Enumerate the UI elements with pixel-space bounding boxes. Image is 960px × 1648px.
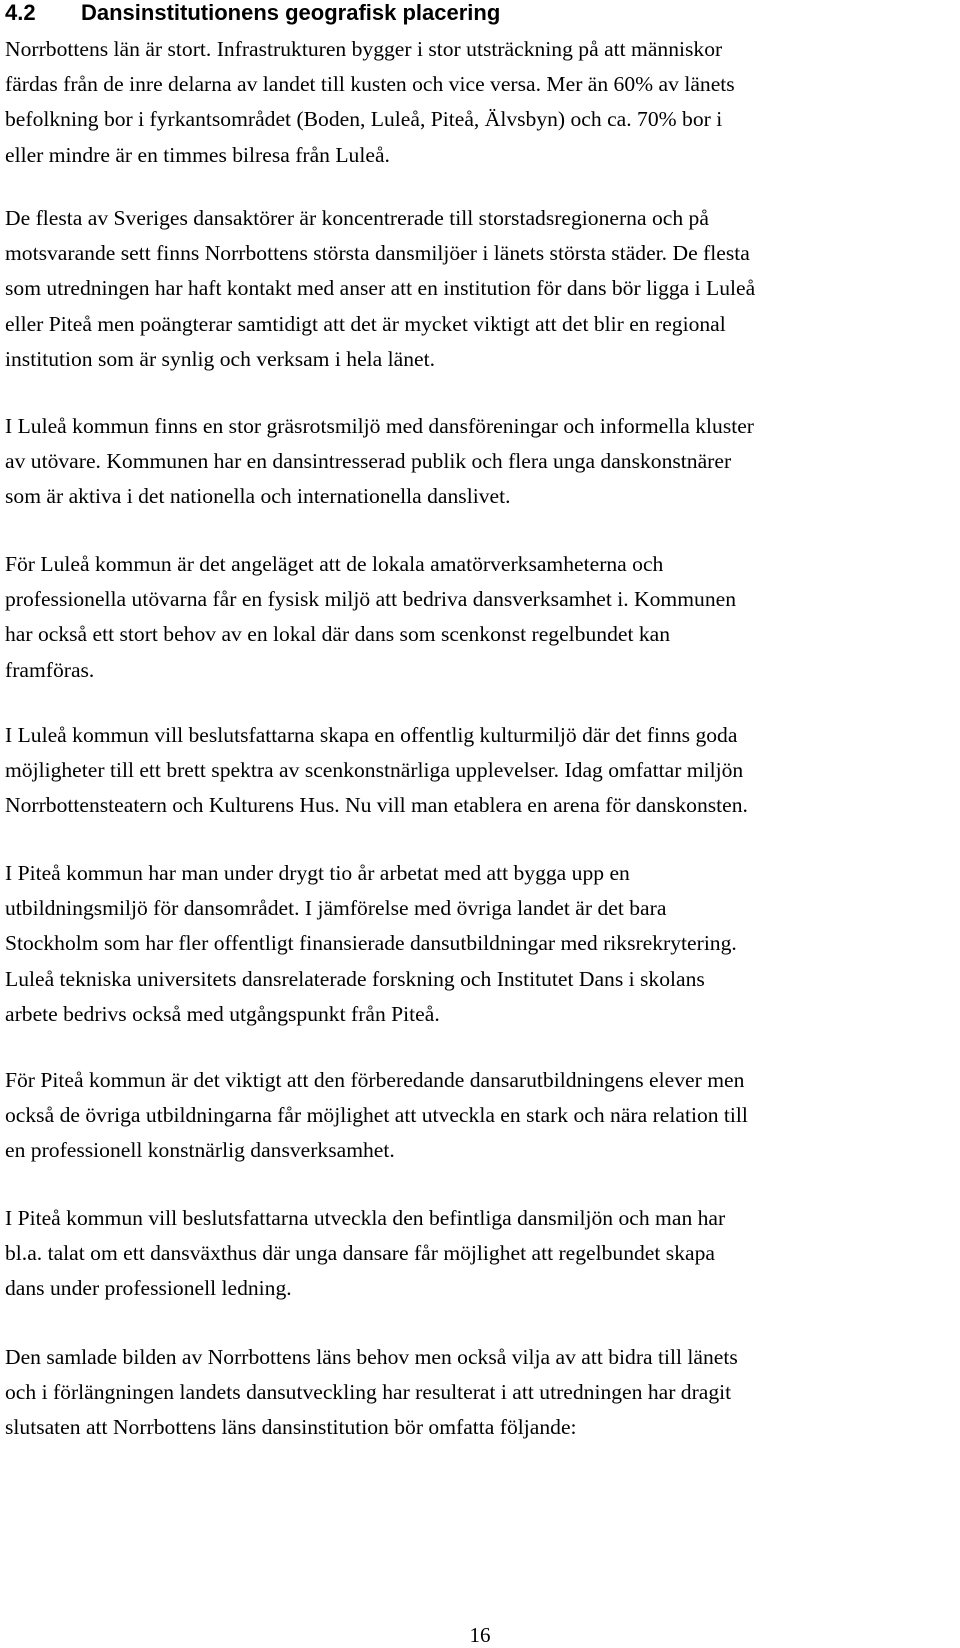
text-line: av utövare. Kommunen har en dansintresserad publik och flera unga danskonstnärer [5, 449, 732, 474]
text-line: som är aktiva i det nationella och internationella danslivet. [5, 484, 511, 509]
section-title: Dansinstitutionens geografisk placering [81, 0, 501, 25]
text-line: I Luleå kommun finns en stor gräsrotsmiljö med dansföreningar och informella kluster [5, 414, 755, 438]
text-line: professionella utövarna får en fysisk miljö att bedriva dansverksamhet i. Kommunen [5, 587, 736, 612]
text-line: Norrbottensteatern och Kulturens Hus. Nu vill man etablera en arena för danskonsten. [5, 793, 748, 818]
paragraph-8 [5, 1201, 955, 1307]
text-line: och i förlängningen landets dansutveckling har resulterat i att utredningen har dragit [5, 1380, 732, 1405]
text-line: institution som är synlig och verksam i hela länet. [5, 346, 435, 371]
text-line: en professionell konstnärlig dansverksamhet. [5, 1138, 395, 1163]
section-number: 4.2 [5, 0, 36, 25]
text-line: arbete bedrivs också med utgångspunkt från Piteå. [5, 1001, 440, 1026]
text-line: Den samlade bilden av Norrbottens läns behov men också vilja av att bidra till länets [5, 1345, 738, 1369]
text-line: Norrbottens län är stort. Infrastrukturen bygger i stor utsträckning på att människor [5, 37, 723, 61]
text-line: eller mindre är en timmes bilresa från Luleå. [5, 142, 390, 167]
text-line: som utredningen har haft kontakt med anser att en institution för dans bör ligga i Luleå [5, 276, 756, 301]
text-line: slutsaten att Norrbottens läns dansinstitution bör omfatta följande: [5, 1415, 577, 1440]
text-line: motsvarande sett finns Norrbottens största dansmiljöer i länets största städer. De flesta [5, 241, 750, 266]
paragraph-3 [5, 409, 955, 515]
text-line: framföras. [5, 657, 95, 682]
text-line: har också ett stort behov av en lokal där dans som scenkonst regelbundet kan [5, 622, 671, 647]
text-line: också de övriga utbildningarna får möjlighet att utveckla en stark och nära relation till [5, 1103, 748, 1128]
paragraph-4 [5, 547, 955, 688]
text-line: De flesta av Sveriges dansaktörer är koncentrerade till storstadsregionerna och på [5, 206, 709, 230]
paragraph-2 [5, 201, 955, 377]
paragraph-1 [5, 32, 955, 173]
paragraph-9 [5, 1340, 955, 1446]
text-line: dans under professionell ledning. [5, 1276, 292, 1301]
text-line: För Piteå kommun är det viktigt att den förberedande dansarutbildningens elever men [5, 1068, 745, 1092]
paragraph-6 [5, 856, 955, 1032]
paragraph-7 [5, 1063, 955, 1169]
text-line: befolkning bor i fyrkantsområdet (Boden, Luleå, Piteå, Älvsbyn) och ca. 70% bor i [5, 107, 723, 132]
text-line: Stockholm som har fler offentligt finansierade dansutbildningar med riksrekrytering. [5, 931, 737, 956]
page-number: 16 [469, 1623, 491, 1647]
paragraph-5 [5, 718, 955, 824]
text-line: eller Piteå men poängterar samtidigt att det är mycket viktigt att det blir en regional [5, 311, 726, 336]
text-line: I Piteå kommun har man under drygt tio år arbetat med att bygga upp en [5, 861, 630, 885]
text-line: möjligheter till ett brett spektra av scenkonstnärliga upplevelser. Idag omfattar miljön [5, 758, 744, 783]
text-line: I Piteå kommun vill beslutsfattarna utveckla den befintliga dansmiljön och man har [5, 1206, 726, 1230]
text-line: Luleå tekniska universitets dansrelaterade forskning och Institutet Dans i skolans [5, 966, 705, 991]
text-line: utbildningsmiljö för dansområdet. I jämförelse med övriga landet är det bara [5, 896, 667, 921]
text-line: bl.a. talat om ett dansväxthus där unga dansare får möjlighet att regelbundet skapa [5, 1241, 715, 1266]
text-line: färdas från de inre delarna av landet till kusten och vice versa. Mer än 60% av länets [5, 72, 735, 97]
text-line: I Luleå kommun vill beslutsfattarna skapa en offentlig kulturmiljö där det finns goda [5, 723, 738, 747]
text-line: För Luleå kommun är det angeläget att de lokala amatörverksamheterna och [5, 552, 664, 576]
section-heading [5, 0, 500, 28]
